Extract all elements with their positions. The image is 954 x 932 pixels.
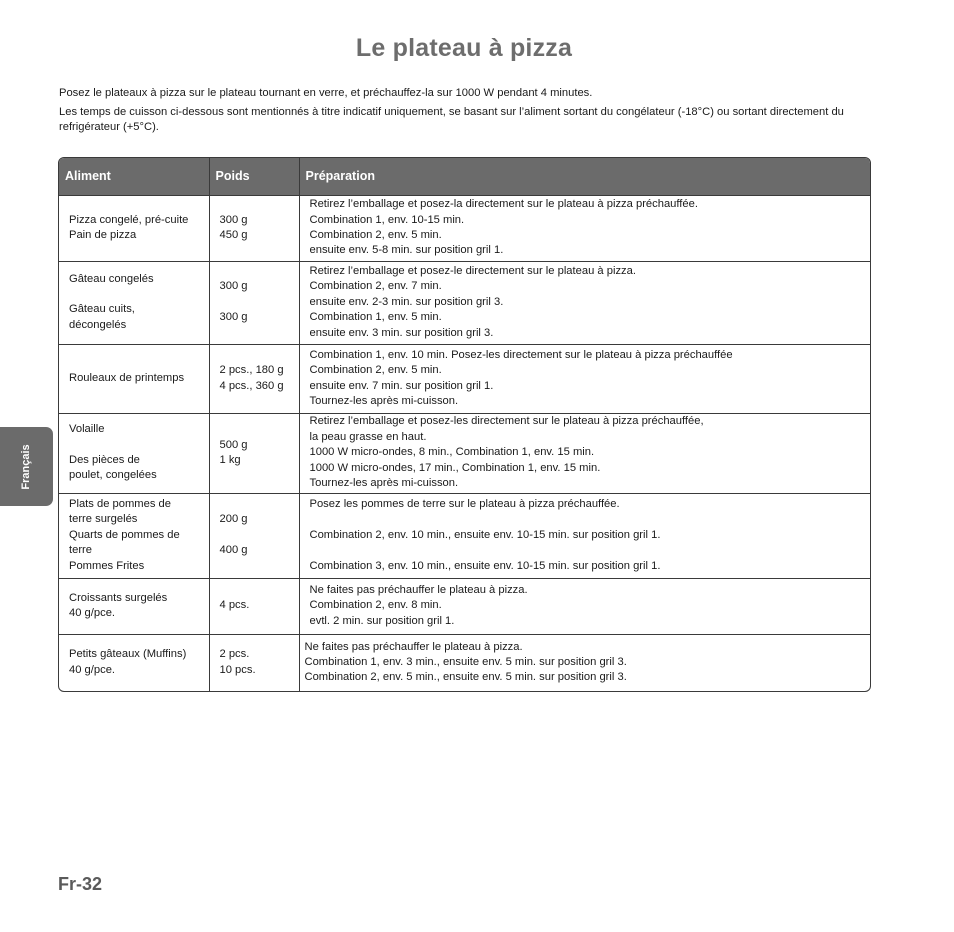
cell-aliment: [59, 195, 209, 261]
cell-text: Pommes Frites: [69, 559, 145, 572]
cell-preparation: [299, 634, 870, 691]
cell-poids: [209, 493, 299, 578]
cell-text: Des pièces de: [69, 453, 140, 466]
cell-text: Combination 2, env. 5 min.: [309, 364, 442, 377]
cell-text: evtl. 2 min. sur position gril 1.: [309, 614, 455, 627]
cell-aliment: [59, 578, 209, 634]
cell-text: Combination 1, env. 5 min.: [309, 311, 442, 324]
cell-preparation: [299, 344, 870, 413]
cell-text: Combination 1, env. 10-15 min.: [309, 213, 465, 226]
cell-text: Pain de pizza: [69, 229, 137, 241]
cell-text: Tournez-les après mi-cuisson.: [309, 477, 459, 490]
table-header-row: [59, 158, 870, 195]
cell-text: Combination 2, env. 10 min., ensuite env. 10-15 min. sur position gril 1.: [309, 528, 661, 541]
cell-text: 300 g: [219, 280, 248, 293]
language-tab: [0, 427, 53, 506]
cell-text: Ne faites pas préchauffer le plateau à pizza.: [309, 583, 528, 596]
cell-preparation: [299, 195, 870, 261]
cell-text: Rouleaux de printemps: [69, 371, 185, 384]
table-row: [59, 634, 870, 691]
cell-poids: [209, 413, 299, 493]
cell-text: 300 g: [219, 213, 248, 226]
cell-text: Croissants surgelés: [69, 591, 168, 604]
cell-text: 10 pcs.: [219, 663, 256, 676]
cell-preparation: [299, 261, 870, 344]
header-poids: Poids: [209, 158, 299, 195]
header-preparation: Préparation: [299, 158, 870, 195]
cell-poids: [209, 344, 299, 413]
table-row: [59, 195, 870, 261]
intro-paragraph: Posez le plateaux à pizza sur le plateau tournant en verre, et préchauffez-la sur 1000 W pendant 4 minutes.: [59, 87, 593, 99]
cell-text: Combination 1, env. 10 min. Posez-les directement sur le plateau à pizza préchauffée: [309, 348, 733, 361]
cell-text: 40 g/pce.: [69, 663, 116, 676]
cell-text: 4 pcs., 360 g: [219, 379, 284, 392]
language-tab-label: Français: [20, 444, 32, 490]
cell-text: Tournez-les après mi-cuisson.: [309, 394, 459, 407]
cell-text: Combination 2, env. 5 min.: [309, 229, 442, 241]
cell-text: Combination 3, env. 10 min., ensuite env. 10-15 min. sur position gril 1.: [309, 559, 661, 572]
cell-text: décongelés: [69, 318, 127, 331]
cell-text: ensuite env. 5-8 min. sur position gril 1.: [309, 244, 504, 257]
cell-text: poulet, congelées: [69, 469, 157, 482]
cell-text: la peau grasse en haut.: [309, 430, 427, 443]
table-row: [59, 261, 870, 344]
cell-text: Quarts de pommes de: [69, 528, 180, 541]
cell-text: Gâteau cuits,: [69, 303, 135, 316]
cell-text: 2 pcs., 180 g: [219, 364, 284, 377]
page-number: Fr-32: [58, 874, 103, 894]
cell-text: 500 g: [219, 438, 248, 451]
cell-text: Retirez l’emballage et posez-les directement sur le plateau à pizza préchauffée,: [309, 415, 704, 428]
cell-text: Ne faites pas préchauffer le plateau à pizza.: [304, 640, 523, 653]
cell-aliment: [59, 634, 209, 691]
cell-text: Combination 2, env. 5 min., ensuite env. 5 min. sur position gril 3.: [304, 671, 627, 684]
cell-text: Volaille: [69, 423, 105, 436]
table-row: [59, 578, 870, 634]
cell-text: 400 g: [219, 544, 248, 557]
cell-text: 4 pcs.: [219, 599, 250, 612]
header-aliment: Aliment: [59, 158, 209, 195]
cooking-table-grid: [59, 158, 870, 691]
cell-poids: [209, 634, 299, 691]
cell-text: terre surgelés: [69, 513, 138, 526]
cell-text: Combination 2, env. 8 min.: [309, 599, 442, 612]
cell-preparation: [299, 493, 870, 578]
cell-aliment: [59, 344, 209, 413]
intro-paragraph: Les temps de cuisson ci-dessous sont mentionnés à titre indicatif uniquement, se basant sur l’aliment sortant du congélateur (-18°C) ou sortant directement du refrigérateur (+5°C).: [59, 105, 844, 133]
cell-poids: [209, 578, 299, 634]
cell-preparation: [299, 413, 870, 493]
intro-text: [59, 86, 879, 139]
cell-text: 1000 W micro-ondes, 8 min., Combination 1, env. 15 min.: [309, 446, 595, 459]
cell-text: ensuite env. 3 min. sur position gril 3.: [309, 326, 494, 339]
cell-aliment: [59, 493, 209, 578]
cooking-table: [58, 157, 871, 692]
cell-text: ensuite env. 7 min. sur position gril 1.: [309, 379, 494, 392]
cell-text: Combination 1, env. 3 min., ensuite env. 5 min. sur position gril 3.: [304, 656, 627, 669]
cell-text: Combination 2, env. 7 min.: [309, 280, 442, 293]
cell-text: terre: [69, 544, 93, 557]
cell-text: 1 kg: [219, 454, 241, 466]
table-row: [59, 413, 870, 493]
cell-aliment: [59, 413, 209, 493]
table-row: [59, 344, 870, 413]
cell-text: 40 g/pce.: [69, 607, 116, 619]
cell-preparation: [299, 578, 870, 634]
cell-aliment: [59, 261, 209, 344]
cell-text: Petits gâteaux (Muffins): [69, 648, 187, 661]
cell-text: 2 pcs.: [219, 648, 250, 661]
cell-text: Retirez l’emballage et posez-le directement sur le plateau à pizza.: [309, 264, 636, 277]
cell-poids: [209, 195, 299, 261]
cell-text: 1000 W micro-ondes, 17 min., Combination 1, env. 15 min.: [309, 461, 601, 474]
cell-text: 200 g: [219, 513, 248, 526]
cell-poids: [209, 261, 299, 344]
cell-text: ensuite env. 2-3 min. sur position gril 3.: [309, 295, 504, 308]
cell-text: 450 g: [219, 229, 248, 241]
cell-text: Posez les pommes de terre sur le plateau à pizza préchauffée.: [309, 498, 620, 510]
cell-text: 300 g: [219, 311, 248, 324]
table-row: [59, 493, 870, 578]
page-title: Le plateau à pizza: [355, 34, 573, 62]
cell-text: Gâteau congelés: [69, 272, 154, 285]
cell-text: Retirez l’emballage et posez-la directement sur le plateau à pizza préchauffée.: [309, 198, 698, 211]
cell-text: Plats de pommes de: [69, 497, 171, 510]
cell-text: Pizza congelé, pré-cuite: [69, 213, 189, 226]
